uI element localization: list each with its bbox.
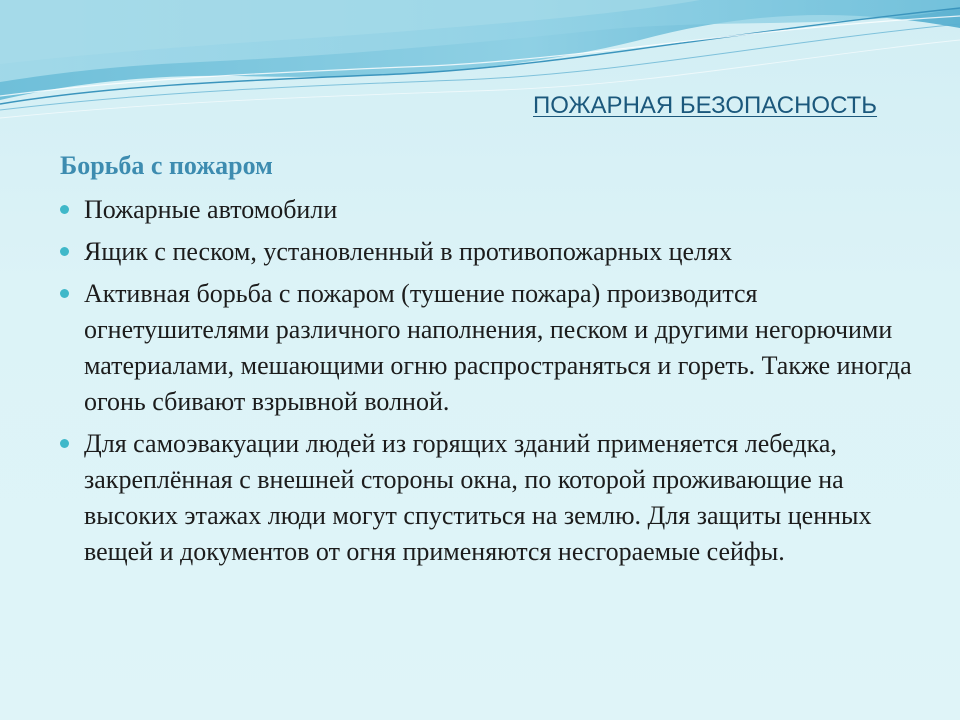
bullet-text: Активная борьба с пожаром (тушение пожара) производится огнетушителями различного наполнения, песком и другими негорючими материалами, мешающими огню распространяться и гореть. Также иногда огонь сбивают взрывной волной. bbox=[84, 279, 912, 416]
bullet-item bbox=[60, 426, 920, 570]
bullet-marker-icon bbox=[60, 247, 69, 256]
bullet-list bbox=[60, 192, 920, 576]
bullet-marker-icon bbox=[60, 439, 69, 448]
slide-title: ПОЖАРНАЯ БЕЗОПАСНОСТЬ bbox=[533, 92, 878, 119]
bullet-item bbox=[60, 234, 920, 270]
bullet-marker-icon bbox=[60, 205, 69, 214]
bullet-item bbox=[60, 192, 920, 228]
section-heading: Борьба с пожаром bbox=[60, 151, 273, 180]
bullet-text: Пожарные автомобили bbox=[84, 195, 338, 224]
bullet-item bbox=[60, 276, 920, 420]
bullet-text: Ящик с песком, установленный в противопожарных целях bbox=[84, 237, 732, 266]
bullet-marker-icon bbox=[60, 289, 69, 298]
bullet-text: Для самоэвакуации людей из горящих зданий применяется лебедка, закреплённая с внешней стороны окна, по которой проживающие на высоких этажах люди могут спуститься на землю. Для защиты ценных вещей и документов от огня применяются несгораемые сейфы. bbox=[84, 429, 872, 566]
